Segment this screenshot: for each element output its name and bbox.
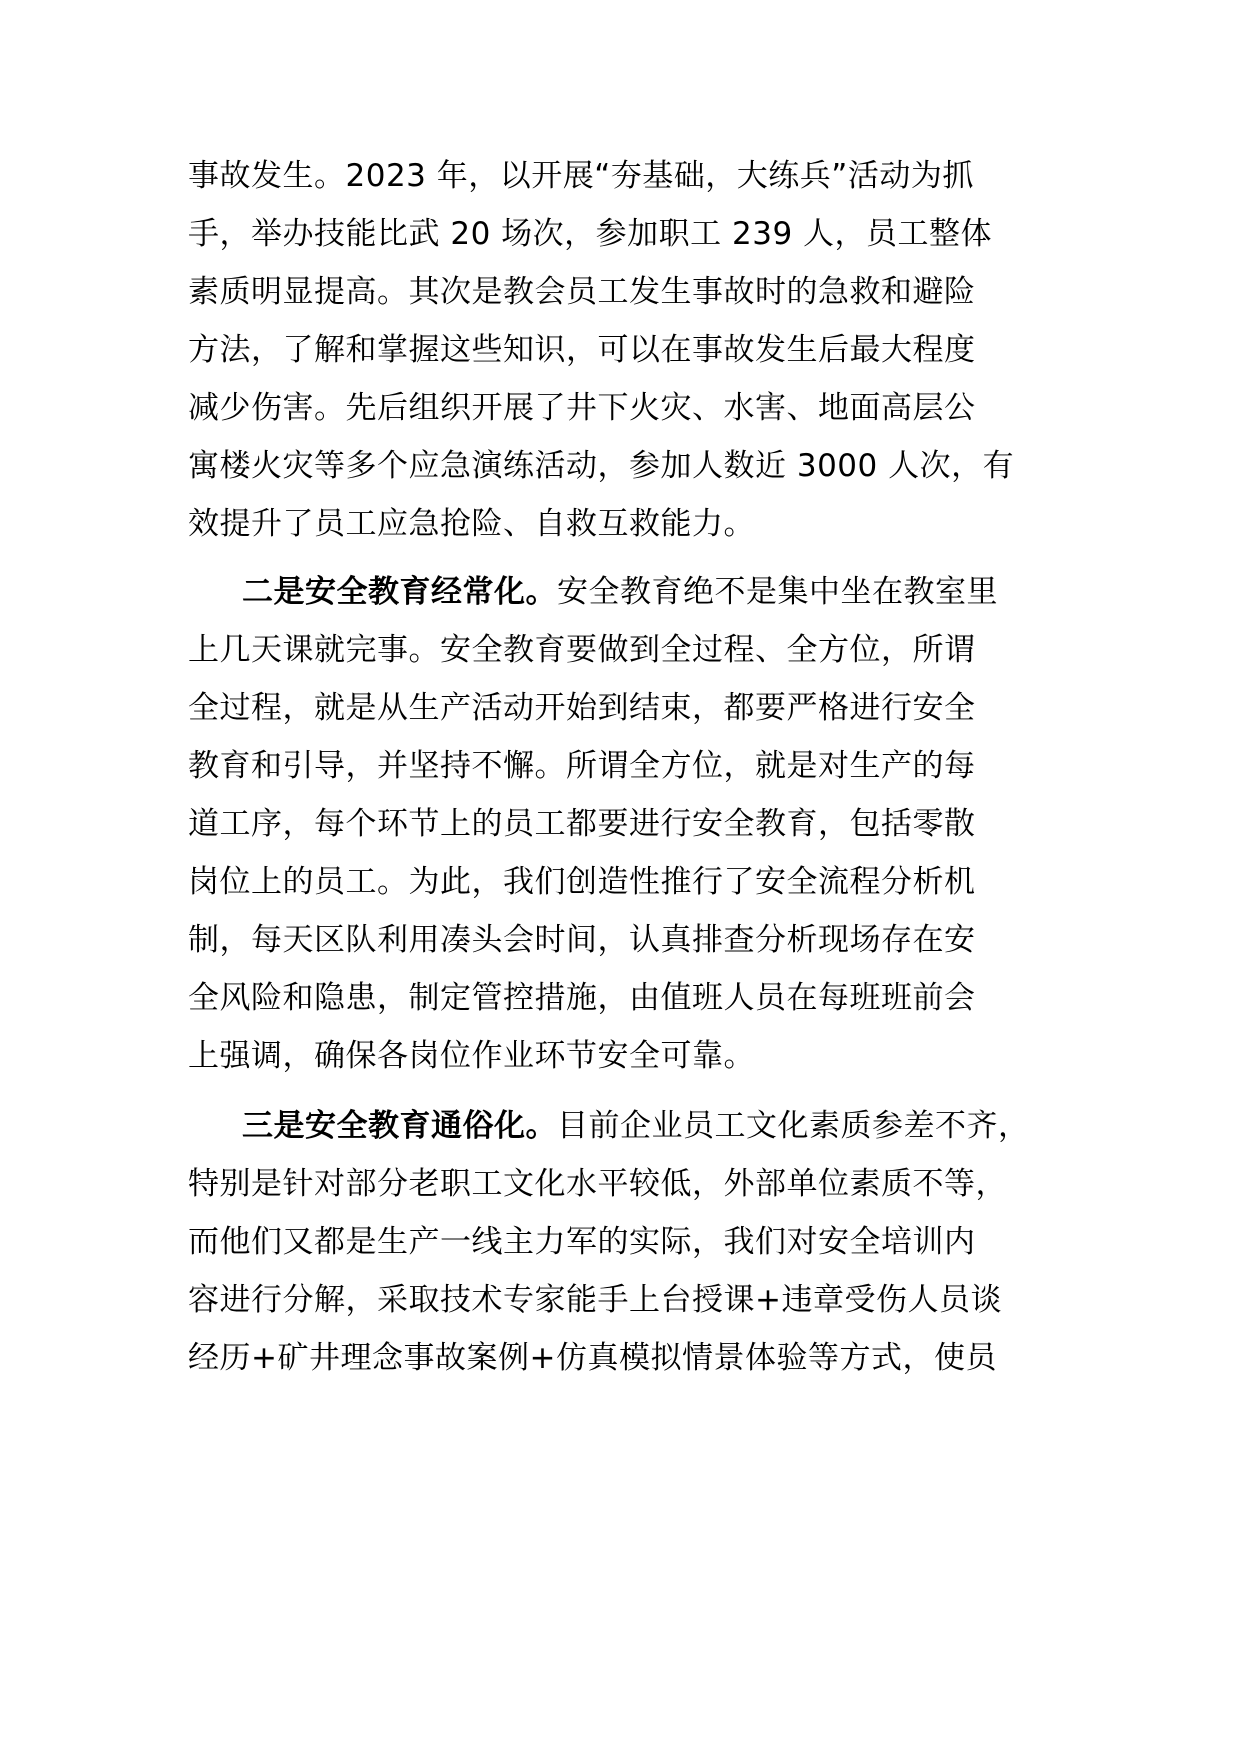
paragraph-line: 全过程，就是从生产活动开始到结束，都要严格进行安全 [188, 690, 976, 726]
paragraph-text: 安全教育绝不是集中坐在教室里 [557, 574, 998, 610]
paragraph-line: 教育和引导，并坚持不懈。所谓全方位，就是对生产的每 [188, 748, 976, 784]
paragraph-line: 道工序，每个环节上的员工都要进行安全教育，包括零散 [188, 806, 976, 842]
paragraph-line: 岗位上的员工。为此，我们创造性推行了安全流程分析机 [188, 864, 976, 900]
paragraph-line: 容进行分解，采取技术专家能手上台授课+违章受伤人员谈 [188, 1282, 1002, 1318]
paragraph-text: 目前企业员工文化素质参差不齐， [557, 1108, 1030, 1144]
paragraph-line: 全风险和隐患，制定管控措施，由值班人员在每班班前会 [188, 980, 976, 1016]
paragraph-line: 事故发生。2023 年，以开展“夯基础，大练兵”活动为抓 [188, 158, 974, 194]
paragraph-line: 效提升了员工应急抢险、自救互救能力。 [188, 506, 755, 542]
paragraph-line: 经历+矿井理念事故案例+仿真模拟情景体验等方式，使员 [188, 1340, 997, 1376]
paragraph-line: 方法，了解和掌握这些知识，可以在事故发生后最大程度 [188, 332, 976, 368]
paragraph-first-line [242, 572, 1142, 612]
paragraph-line: 减少伤害。先后组织开展了井下火灾、水害、地面高层公 [188, 390, 976, 426]
paragraph-line: 上几天课就完事。安全教育要做到全过程、全方位，所谓 [188, 632, 976, 668]
paragraph-line: 手，举办技能比武 20 场次，参加职工 239 人，员工整体 [188, 216, 993, 252]
paragraph-line: 寓楼火灾等多个应急演练活动，参加人数近 3000 人次，有 [188, 448, 1015, 484]
paragraph-first-line [242, 1106, 1142, 1146]
section-heading: 三是安全教育通俗化。 [242, 1108, 557, 1144]
section-heading: 二是安全教育经常化。 [242, 574, 557, 610]
paragraph-line: 制，每天区队利用凑头会时间，认真排查分析现场存在安 [188, 922, 976, 958]
paragraph-line: 而他们又都是生产一线主力军的实际，我们对安全培训内 [188, 1224, 976, 1260]
paragraph-line: 上强调，确保各岗位作业环节安全可靠。 [188, 1038, 755, 1074]
paragraph-line: 素质明显提高。其次是教会员工发生事故时的急救和避险 [188, 274, 976, 310]
paragraph-line: 特别是针对部分老职工文化水平较低，外部单位素质不等， [188, 1166, 1007, 1202]
